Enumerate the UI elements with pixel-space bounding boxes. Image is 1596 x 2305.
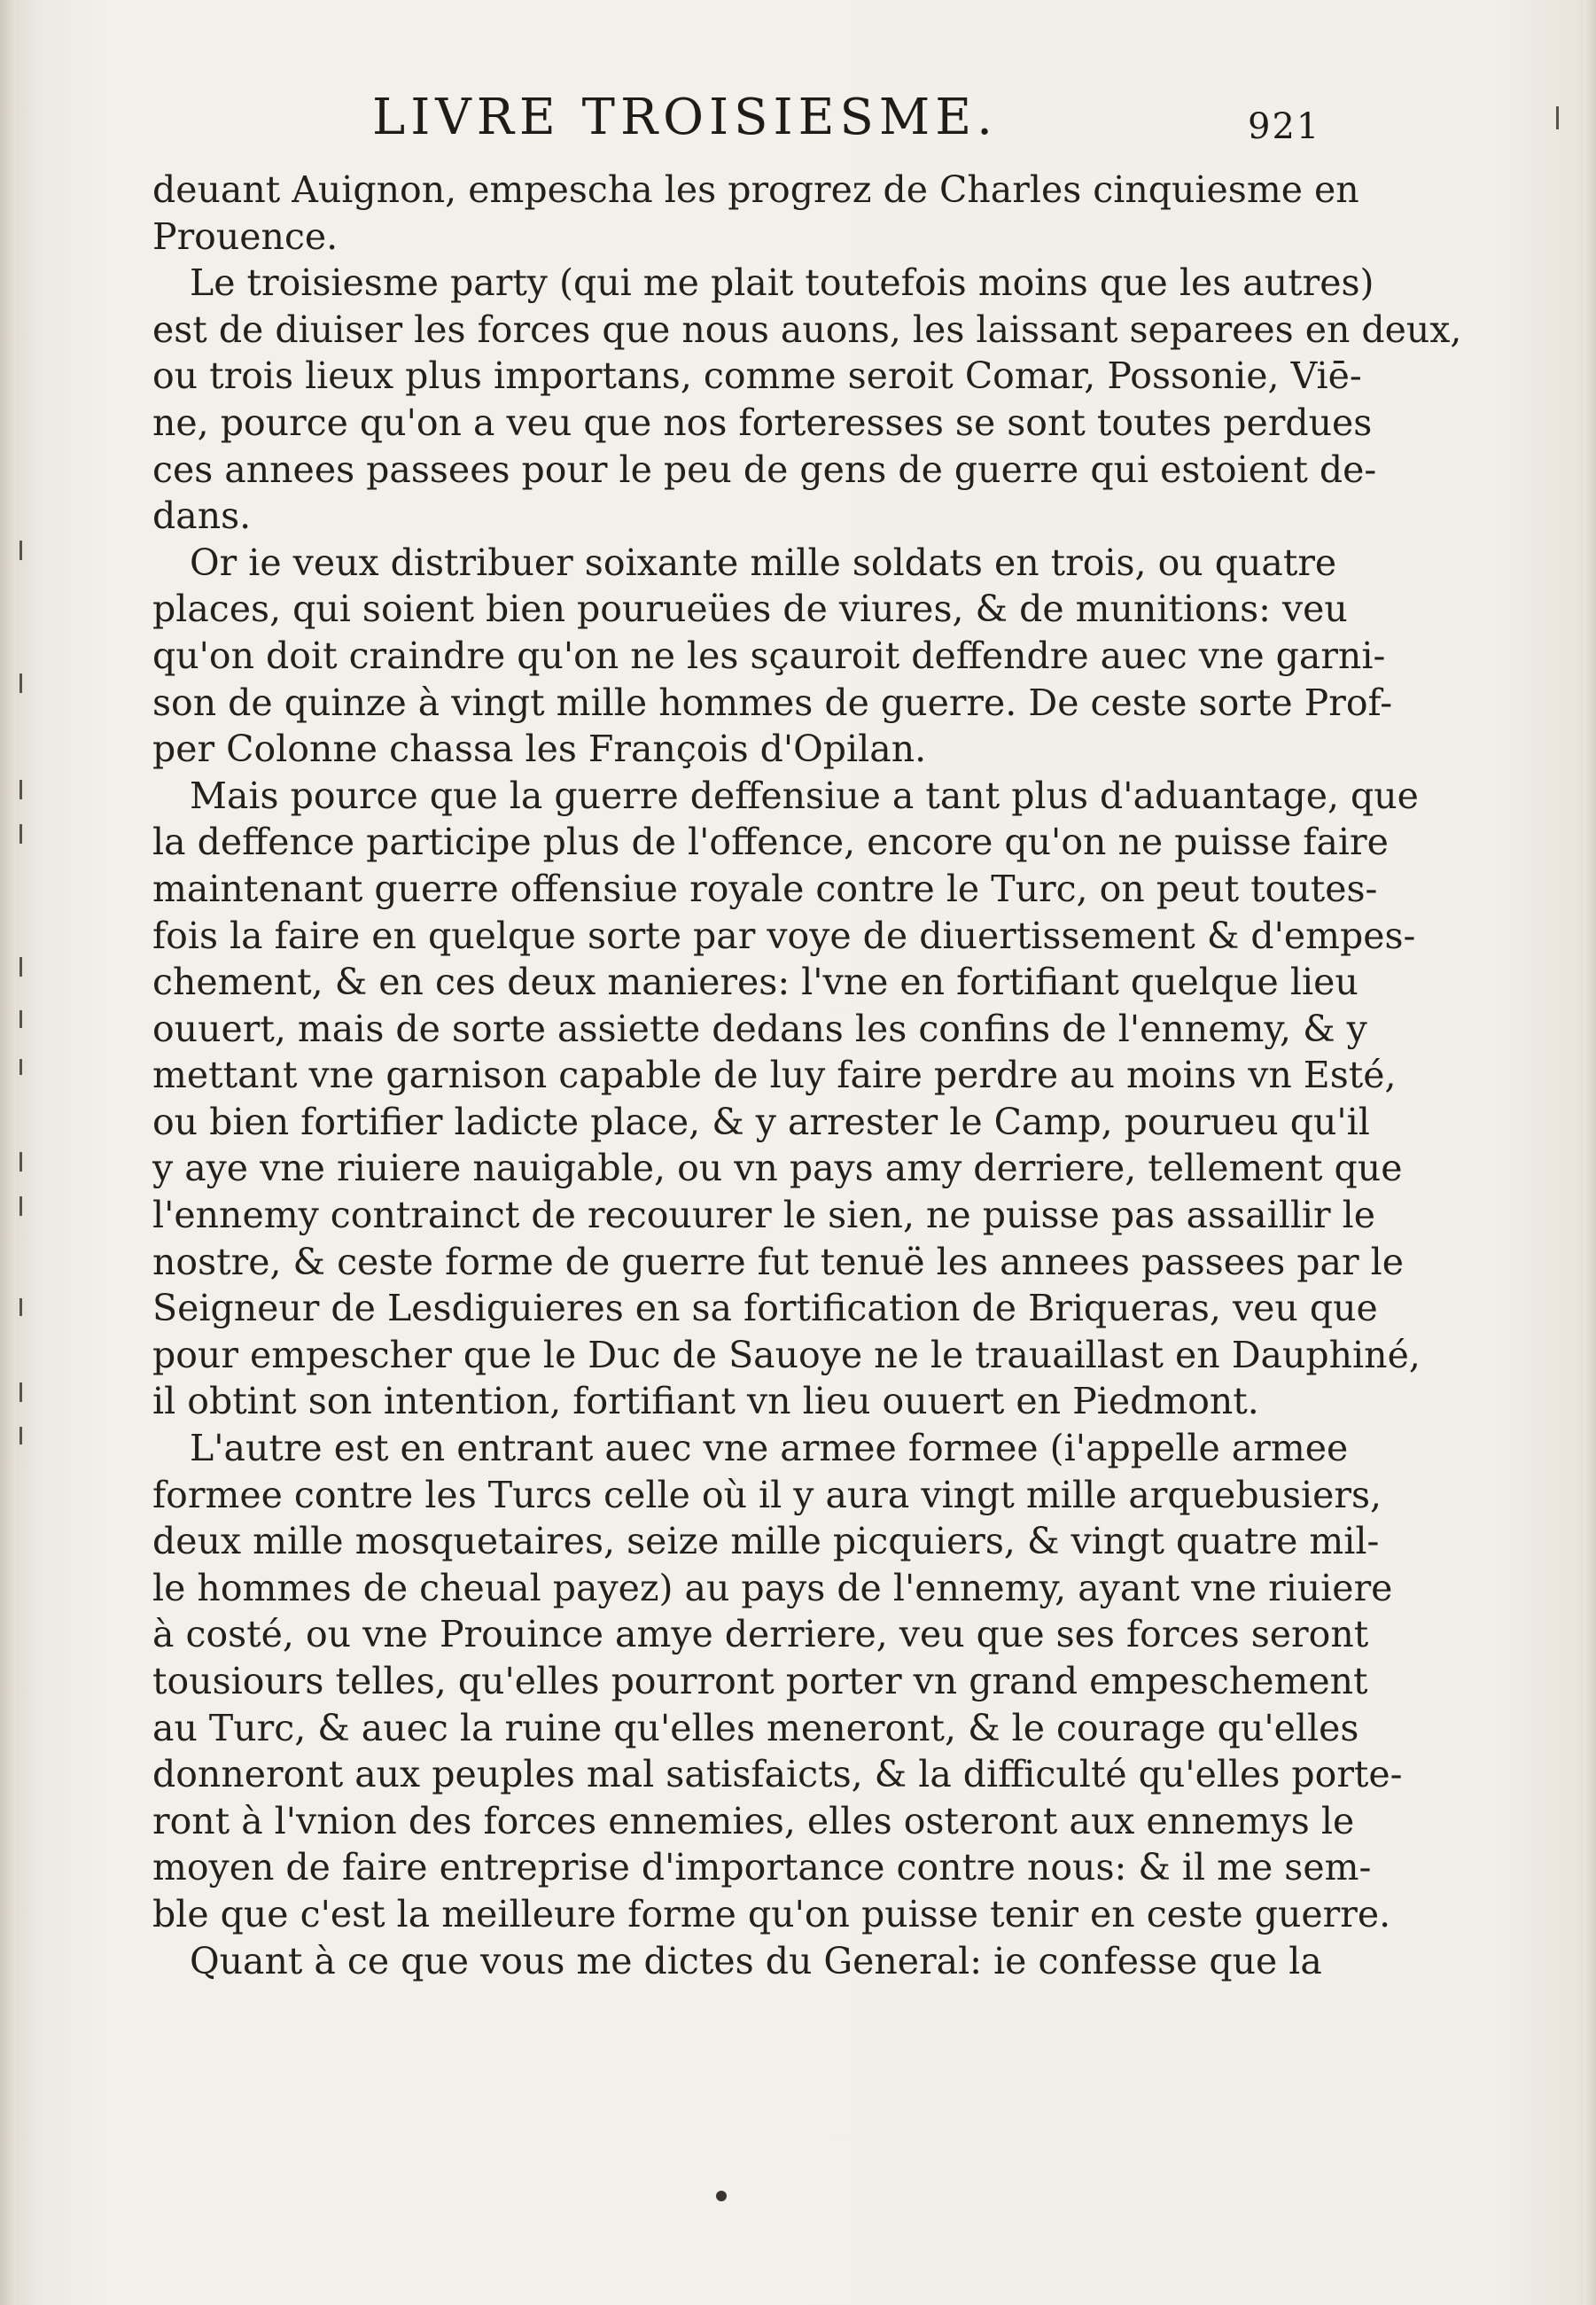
margin-mark (19, 1427, 22, 1445)
text-line: places, qui soient bien pourueües de viures, & de munitions: veu (152, 588, 1348, 631)
page-number: 921 (1248, 106, 1321, 147)
margin-mark (19, 824, 22, 844)
text-line: pour empescher que le Duc de Sauoye ne le trauaillast en Dauphiné, (152, 1333, 1421, 1376)
text-line: au Turc, & auec la ruine qu'elles meneront, & le courage qu'elles (152, 1706, 1359, 1749)
text-line: deux mille mosquetaires, seize mille picquiers, & vingt quatre mil- (152, 1520, 1380, 1563)
text-line: Seigneur de Lesdiguieres en sa fortification de Briqueras, veu que (152, 1287, 1378, 1330)
text-line: y aye vne riuiere nauigable, ou vn pays amy derriere, tellement que (152, 1147, 1403, 1190)
margin-mark (19, 1010, 22, 1028)
text-line: per Colonne chassa les François d'Opilan. (152, 728, 927, 771)
text-line: tousiours telles, qu'elles pourront porter vn grand empeschement (152, 1660, 1368, 1702)
margin-mark (1556, 106, 1559, 129)
text-line: il obtint son intention, fortifiant vn lieu ouuert en Piedmont. (152, 1380, 1259, 1423)
text-line: ble que c'est la meilleure forme qu'on puisse tenir en ceste guerre. (152, 1892, 1391, 1935)
margin-mark (19, 541, 22, 560)
margin-mark (19, 780, 22, 799)
text-line: ou trois lieux plus importans, comme seroit Comar, Possonie, Viē- (152, 354, 1362, 398)
margin-mark (19, 674, 22, 693)
text-line: ne, pource qu'on a veu que nos forteresses se sont toutes perdues (152, 401, 1373, 444)
text-line: l'ennemy contrainct de recouurer le sien, ne puisse pas assaillir le (152, 1194, 1376, 1237)
ink-speck (716, 2191, 727, 2201)
text-line: est de diuiser les forces que nous auons, les laissant separees en deux, (152, 308, 1462, 351)
text-line: nostre, & ceste forme de guerre fut tenuë les annees passees par le (152, 1240, 1404, 1283)
margin-mark (19, 1196, 22, 1216)
text-line: Mais pource que la guerre deffensiue a tant plus d'aduantage, que (190, 774, 1419, 817)
text-line: Quant à ce que vous me dictes du General: ie confesse que la (190, 1939, 1322, 1982)
text-line: donneront aux peuples mal satisfaicts, & la difficulté qu'elles porte- (152, 1753, 1403, 1796)
text-line: chement, & en ces deux manieres: l'vne en fortifiant quelque lieu (152, 961, 1359, 1004)
text-line: Prouence. (152, 214, 339, 258)
text-line: mettant vne garnison capable de luy faire perdre au moins vn Esté, (152, 1054, 1397, 1097)
text-line: son de quinze à vingt mille hommes de guerre. De ceste sorte Prof- (152, 681, 1393, 724)
margin-mark (19, 1059, 22, 1075)
text-line: ouuert, mais de sorte assiette dedans les confins de l'ennemy, & y (152, 1007, 1367, 1050)
text-line: ces annees passees pour le peu de gens de guerre qui estoient de- (152, 448, 1377, 491)
text-line: dans. (152, 494, 252, 538)
text-line: ou bien fortifier ladicte place, & y arrester le Camp, pourueu qu'il (152, 1100, 1370, 1143)
text-line: à costé, ou vne Prouince amye derriere, veu que ses forces seront (152, 1613, 1369, 1656)
text-line: maintenant guerre offensiue royale contre le Turc, on peut toutes- (152, 867, 1378, 910)
text-line: deuant Auignon, empescha les progrez de Charles cinquiesme en (152, 168, 1359, 211)
text-line: Le troisiesme party (qui me plait toutefois moins que les autres) (190, 261, 1374, 305)
text-line: le hommes de cheual payez) au pays de l'ennemy, ayant vne riuiere (152, 1566, 1393, 1609)
running-title: LIVRE TROISIESME. (372, 89, 998, 146)
text-line: ront à l'vnion des forces ennemies, elles osteront aux ennemys le (152, 1799, 1355, 1842)
margin-mark (19, 957, 22, 977)
margin-mark (19, 1382, 22, 1402)
text-line: L'autre est en entrant auec vne armee formee (i'appelle armee (190, 1427, 1349, 1470)
text-line: formee contre les Turcs celle où il y aura vingt mille arquebusiers, (152, 1473, 1382, 1516)
text-line: qu'on doit craindre qu'on ne les sçauroit deffendre auec vne garni- (152, 634, 1386, 677)
text-line: la deffence participe plus de l'offence, encore qu'on ne puisse faire (152, 821, 1389, 864)
body-text (152, 167, 1462, 1984)
margin-mark (19, 1298, 22, 1316)
margin-mark (19, 1152, 22, 1172)
text-line: fois la faire en quelque sorte par voye de diuertissement & d'empes- (152, 914, 1416, 957)
text-line: moyen de faire entreprise d'importance contre nous: & il me sem- (152, 1846, 1372, 1889)
text-line: Or ie veux distribuer soixante mille soldats en trois, ou quatre (190, 541, 1337, 584)
